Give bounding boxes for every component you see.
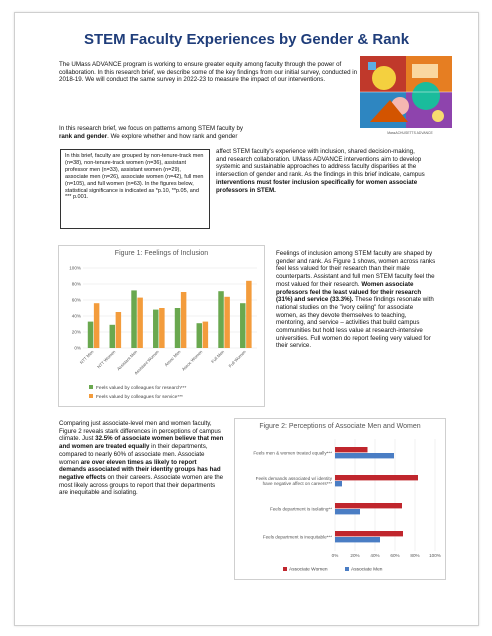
- x-tick-label: Full Men: [210, 349, 226, 365]
- x-tick-label: Assoc Women: [180, 349, 204, 372]
- y-tick-label: 60%: [71, 297, 81, 303]
- y-tick-label: [256, 476, 333, 486]
- legend-swatch: [89, 385, 93, 389]
- legend-swatch: [283, 567, 287, 571]
- legend-label: Associate Men: [351, 567, 383, 573]
- bar: [335, 481, 342, 486]
- legend-swatch: [345, 567, 349, 571]
- bar: [175, 308, 180, 348]
- bar: [203, 322, 208, 348]
- bar: [197, 323, 202, 348]
- x-tick-label: 100%: [429, 553, 441, 558]
- x-tick-label: NTT Women: [96, 349, 117, 370]
- figure-2-chart: [234, 418, 446, 580]
- x-tick-label: 60%: [390, 553, 400, 558]
- bar: [335, 503, 402, 508]
- figure-2-svg: [235, 433, 445, 579]
- y-tick-label: [263, 535, 332, 540]
- bar: [224, 297, 229, 348]
- bar: [218, 291, 223, 348]
- advance-logo-text: MassACHUSETTS ADVANCE: [387, 131, 433, 135]
- figure-2-title: Figure 2: Perceptions of Associate Men and Women: [259, 423, 421, 430]
- findings-paragraph: Feelings of inclusion among STEM faculty are shaped by gender and rank. As Figure 1 shows, women across ranks feel less valued for their research than their male counterparts. Assistant and full men STEM faculty feel the most valued for their research. Women associate professors feel the least valued for their research (31%) and service (33.3%). These findings resonate with national studies on the "ivory ceiling" for associate women, as they devote themselves to teaching, mentoring, and service – activities that build campus communities but hold less value at research-intensive universities. Full women do report feeling very valued for their service.: [276, 250, 436, 350]
- x-tick-label: 0%: [331, 553, 339, 558]
- legend-label: Feels valued by colleagues for research***: [96, 385, 187, 391]
- y-tick-label-line: Feels men & women treated equally***: [253, 450, 332, 456]
- legend-label: Associate Women: [289, 567, 328, 573]
- y-tick-label: 0%: [74, 345, 81, 351]
- y-tick-label: [253, 451, 332, 456]
- sample-note-box: In this brief, faculty are grouped by non-tenure-track men (n=38), non-tenure-track women (n=36), assistant professor men (n=33), assistant women (n=29), associate men (n=26), associate women (n=42), full men (n=105), and full women (n=63). In the figures below, statistical significance is indicated as *p.10, **p.05, and *** p.001.: [60, 149, 210, 229]
- advance-logo: [375, 131, 445, 135]
- y-tick-label: 80%: [71, 281, 81, 287]
- bar: [181, 292, 186, 348]
- intro-paragraph-2-continued: affect STEM faculty's experience with inclusion, shared decision-making, and research collaboration. UMass ADVANCE interventions aim to develop systemic and sustainable approaches to address faculty disparities at the intersection of gender and rank. As the findings in this brief indicate, campus interventions must foster inclusion specifically for women associate professors in STEM.: [216, 148, 425, 194]
- figure-1-svg: [59, 260, 264, 406]
- bar: [94, 303, 99, 348]
- x-tick-label: Assistant Men: [115, 349, 139, 372]
- x-tick-label: Full Women: [227, 349, 247, 369]
- bar: [335, 537, 380, 542]
- bar: [159, 308, 164, 348]
- y-tick-label-line: have negative affect on careers***: [262, 481, 332, 487]
- associate-comparison-paragraph: Comparing just associate-level men and women faculty, Figure 2 reveals stark differences in perceptions of campus climate. Just 32.5% of associate women believe that men and women are treated equally in their departments, compared to nearly 60% of associate men. Associate women are over eleven times as likely to report demands associated with their identity groups has had negative effects on their careers. Associate women are the most likely across groups to report that their departments are inequitable and isolating.: [59, 420, 224, 497]
- bar: [88, 322, 93, 348]
- bar: [335, 453, 394, 458]
- y-tick-label: 40%: [71, 313, 81, 319]
- x-tick-label: Assistant Women: [133, 349, 160, 376]
- y-tick-label-line: Feels demands associated w/ identity: [255, 475, 332, 481]
- research-brief-page: [14, 12, 479, 626]
- bar: [335, 531, 403, 536]
- y-tick-label-line: Feels department is isolating**: [269, 506, 332, 512]
- bar: [137, 298, 142, 348]
- x-tick-label: Assoc Men: [163, 349, 182, 368]
- bar: [335, 447, 368, 452]
- bar: [131, 290, 136, 348]
- figure-1-chart: [58, 245, 265, 407]
- legend-label: Feels valued by colleagues for service***: [96, 394, 183, 400]
- intro-paragraph-2-start: In this research brief, we focus on patterns among STEM faculty by rank and gender. We explore whether and how rank and gender: [59, 125, 243, 140]
- legend-swatch: [89, 394, 93, 398]
- bar: [116, 312, 121, 348]
- bar: [246, 281, 251, 348]
- x-tick-label: NTT Men: [78, 349, 95, 365]
- x-tick-label: 40%: [370, 553, 380, 558]
- bar: [335, 509, 360, 514]
- y-tick-label: [270, 507, 332, 512]
- y-tick-label-line: Feels department is inequitable***: [262, 534, 332, 540]
- bar: [110, 325, 115, 348]
- y-tick-label: 20%: [71, 329, 81, 335]
- bar: [335, 475, 418, 480]
- bar: [153, 310, 158, 348]
- x-tick-label: 20%: [350, 553, 360, 558]
- collaboration-artwork: [360, 56, 452, 128]
- figure-1-title: Figure 1: Feelings of Inclusion: [114, 250, 209, 257]
- y-tick-label: 100%: [69, 265, 81, 271]
- intro-paragraph-1: The UMass ADVANCE program is working to ensure greater equity among faculty through the power of collaboration. In this research brief, we describe some of the key findings from our initial survey, conducted in 2018-19. We will conduct the same survey in 2022-23 to measure the impact of our interventions.: [59, 61, 358, 84]
- x-tick-label: 80%: [410, 553, 420, 558]
- bar: [240, 303, 245, 348]
- page-title: STEM Faculty Experiences by Gender & Rank: [83, 31, 410, 48]
